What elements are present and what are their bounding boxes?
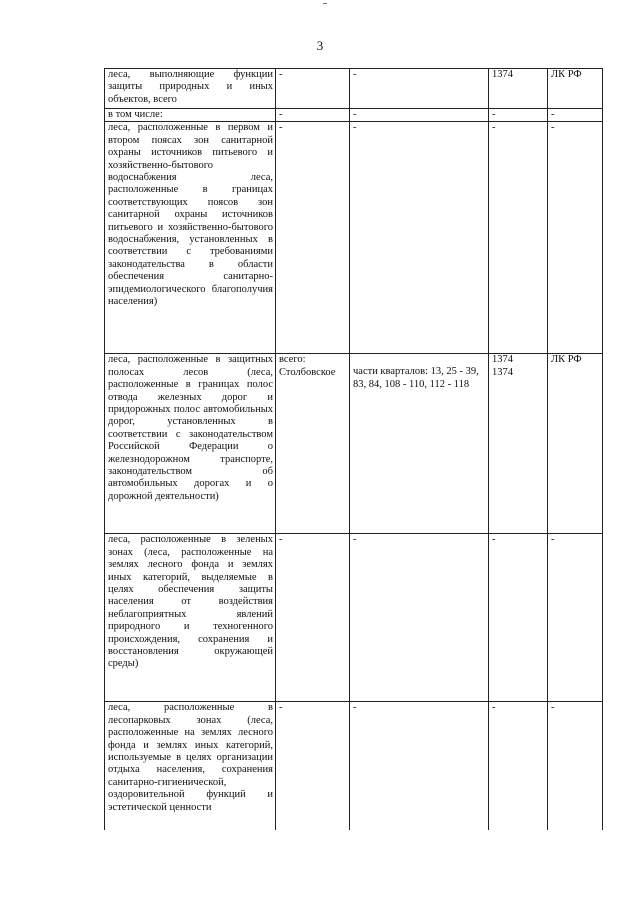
basis-cell: - [548,702,603,830]
scan-mark [323,3,327,4]
category-cell: леса, выполняющие функции защиты природных и иных объектов, всего [105,69,276,109]
basis-cell: ЛК РФ [548,69,603,109]
category-cell: леса, расположенные в защитных полосах лесов (леса, расположенные в границах полос отвода железных дорог и придорожных полос автомобильных дорог, установленных в соответствии с законодательством Российской Федерации о железнодорожном транспорте, законодательством об автомобильных дорогах и о дорожной деятельности) [105,354,276,534]
district-cell: - [276,122,350,354]
table-row [105,122,603,354]
category-cell: леса, расположенные в лесопарковых зонах (леса, расположенные на землях лесного фонда и землях иных категорий, используемые в целях организации отдыха населения, сохранения санитарно-гигиенической, оздоровительной функций и эстетической ценности [105,702,276,830]
district-cell [276,354,350,534]
basis-cell: - [548,122,603,354]
quarters-cell: - [350,702,489,830]
district-cell: - [276,69,350,109]
forest-category-table [104,68,603,830]
quarters-cell: части кварталов: 13, 25 - 39, 83, 84, 108 - 110, 112 - 118 [350,354,489,534]
district-cell: - [276,534,350,702]
total-label: всего: [279,354,306,366]
forestry-name: Столбовское [279,366,336,378]
table-row [105,109,603,122]
district-cell: - [276,702,350,830]
area-cell: - [489,122,548,354]
area-cell: 1374 [489,69,548,109]
quarters-cell: - [350,534,489,702]
basis-cell: - [548,109,603,122]
forestry-area: 1374 [492,366,513,378]
quarters-cell: - [350,122,489,354]
category-cell: леса, расположенные в зеленых зонах (леса, расположенные на землях лесного фонда и землях иных категорий, выделяемые в целях обеспечения защиты населения от воздействия неблагоприятных явлений природного и техногенного происхождения, сохранения и восстановления окружающей среды) [105,534,276,702]
area-cell: - [489,109,548,122]
table-row [105,702,603,830]
area-cell: - [489,534,548,702]
district-cell: - [276,109,350,122]
quarters-cell: - [350,69,489,109]
area-cell [489,354,548,534]
category-cell: леса, расположенные в первом и втором поясах зон санитарной охраны источников питьевого и хозяйственно-бытового водоснабжения леса, расположенные в границах соответствующих поясов зон санитарной охраны источников питьевого и хозяйственно-бытового водоснабжения, установленных в соответствии с требованиями законодательства в области обеспечения санитарно-эпидемиологического благополучия населения) [105,122,276,354]
table-row [105,69,603,109]
total-area: 1374 [492,354,513,366]
basis-cell: - [548,534,603,702]
table-row [105,534,603,702]
basis-cell: ЛК РФ [548,354,603,534]
area-cell: - [489,702,548,830]
table-row [105,354,603,534]
category-cell: в том числе: [105,109,276,122]
page-number: 3 [316,38,324,53]
quarters-cell: - [350,109,489,122]
